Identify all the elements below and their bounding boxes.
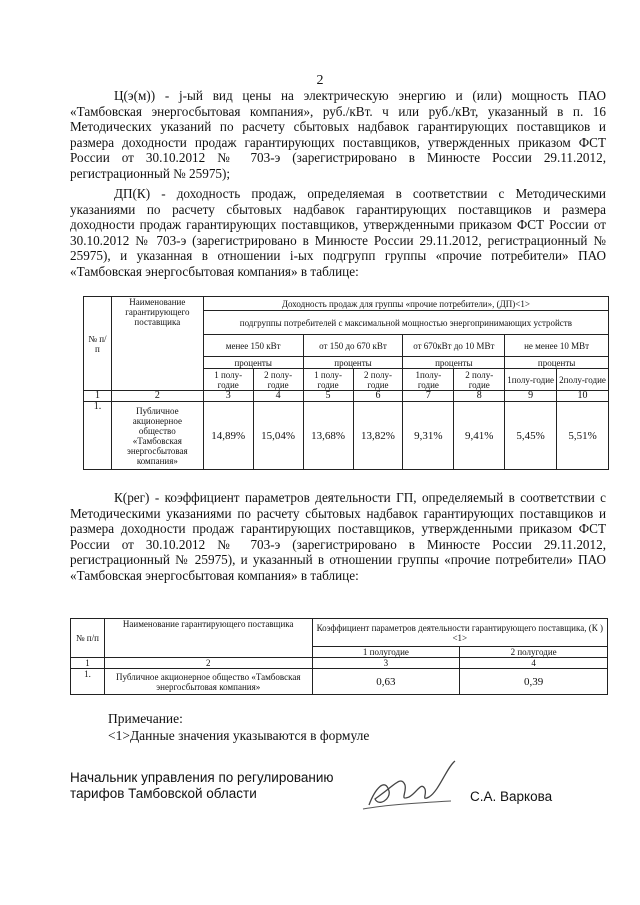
header-group-1: менее 150 кВт	[203, 335, 303, 357]
header-subgroups: подгруппы потребителей с максимальной мощностью энергопринимающих устройств	[203, 311, 608, 335]
header-half: 2 полу-годие	[253, 369, 303, 391]
header-percent: проценты	[303, 357, 403, 369]
column-number: 3	[312, 658, 460, 669]
header-percent: проценты	[403, 357, 505, 369]
row-value: 9,31%	[403, 402, 454, 470]
header-half: 1полу-годие	[403, 369, 454, 391]
signatory-title	[70, 770, 334, 802]
header-number: № п/п	[84, 297, 112, 391]
row-value: 9,41%	[454, 402, 505, 470]
column-number: 9	[505, 391, 557, 402]
header-number: № п/п	[71, 619, 105, 658]
column-number: 1	[84, 391, 112, 402]
note-text: <1>Данные значения указываются в формуле	[108, 728, 370, 743]
row-value: 13,82%	[353, 402, 403, 470]
paragraph-text: ДП(К) - доходность продаж, определяемая в соответствии с Методическими указаниями по расчету сбытовых надбавок гарантирующих поставщиков и размера доходности продаж гарантирующих поставщиков, утвержденными приказом ФСТ России от 30.10.2012 № 703-э (зарегистрировано в Минюсте России 29.11.2012, регистрационный № 25975), и указанная в отношении i-ых подгрупп группы «прочие потребители» ПАО «Тамбовская энергосбытовая компания» в таблице:	[70, 186, 606, 279]
paragraph-text: Ц(э(м)) - j-ый вид цены на электрическую энергию и (или) мощность ПАО «Тамбовская энергосбытовая компания», руб./кВт. ч или руб./кВт, указанный в п. 16 Методических указаний по расчету сбытовых надбавок гарантирующих поставщиков и размера доходности продаж гарантирующих поставщиков, утвержденных приказом ФСТ России от 30.10.2012 № 703-э (зарегистрировано в Минюсте России 29.11.2012, регистрационный № 25975);	[70, 88, 606, 181]
header-half: 1 полу-годие	[203, 369, 253, 391]
paragraph-text: К(рег) - коэффициент параметров деятельности ГП, определяемый в соответствии с Методическими указаниями по расчету сбытовых надбавок гарантирующих поставщиков и размера доходности продаж гарантирующих поставщиков, утвержденными приказом ФСТ России от 30.10.2012 № 703-э (зарегистрировано в Минюсте России 29.11.2012, регистрационный № 25975), и указанный в отношении группы «прочие потребители» ПАО «Тамбовская энергосбытовая компания» в таблице:	[70, 490, 606, 583]
header-half: 2 полу-годие	[454, 369, 505, 391]
header-supplier-name: Наименование гарантирующего поставщика	[104, 619, 312, 658]
column-number: 6	[353, 391, 403, 402]
signatory-title-line: тарифов Тамбовской области	[70, 786, 257, 801]
row-value: 15,04%	[253, 402, 303, 470]
header-group-2: от 150 до 670 кВт	[303, 335, 403, 357]
paragraph-profitability-definition	[70, 186, 606, 280]
paragraph-price-definition	[70, 88, 606, 182]
page-number: 2	[316, 73, 324, 88]
header-supplier-name: Наименование гарантирующего поставщика	[111, 297, 203, 391]
row-value: 5,45%	[505, 402, 557, 470]
column-number: 3	[203, 391, 253, 402]
column-number: 4	[253, 391, 303, 402]
row-value: 0,39	[460, 669, 608, 695]
coefficient-table	[70, 618, 608, 695]
header-half: 2полу-годие	[557, 369, 609, 391]
header-half: 2 полугодие	[460, 647, 608, 658]
header-percent: проценты	[505, 357, 609, 369]
column-number: 5	[303, 391, 353, 402]
header-coefficient: Коэффициент параметров деятельности гарантирующего поставщика, (К ) <1>	[312, 619, 607, 647]
column-number: 7	[403, 391, 454, 402]
row-value: 14,89%	[203, 402, 253, 470]
header-half: 1полу-годие	[505, 369, 557, 391]
header-profitability: Доходность продаж для группы «прочие потребители», (ДП)<1>	[203, 297, 608, 311]
column-number: 1	[71, 658, 105, 669]
signatory-title-line: Начальник управления по регулированию	[70, 770, 334, 785]
table-row	[71, 669, 608, 695]
column-number: 4	[460, 658, 608, 669]
row-value: 5,51%	[557, 402, 609, 470]
table-row	[84, 402, 609, 470]
paragraph-coefficient-definition	[70, 490, 606, 584]
header-half: 1 полу-годие	[303, 369, 353, 391]
row-value: 13,68%	[303, 402, 353, 470]
row-value: 0,63	[312, 669, 460, 695]
profitability-table	[83, 296, 609, 470]
column-number: 10	[557, 391, 609, 402]
row-supplier-name: Публичное акционерное общество «Тамбовская энергосбытовая компания»	[104, 669, 312, 695]
row-supplier-name: Публичное акционерное общество «Тамбовская энергосбытовая компания»	[111, 402, 203, 470]
header-half: 1 полугодие	[312, 647, 460, 658]
header-half: 2 полу-годие	[353, 369, 403, 391]
header-percent: проценты	[203, 357, 303, 369]
header-group-3: от 670кВт до 10 МВт	[403, 335, 505, 357]
note-title: Примечание:	[108, 711, 183, 726]
column-number: 8	[454, 391, 505, 402]
column-number: 2	[104, 658, 312, 669]
signatory-name: С.А. Варкова	[470, 789, 553, 804]
row-number: 1.	[71, 669, 105, 695]
row-number: 1.	[84, 402, 112, 470]
handwritten-signature	[355, 755, 475, 815]
header-group-4: не менее 10 МВт	[505, 335, 609, 357]
column-number: 2	[111, 391, 203, 402]
